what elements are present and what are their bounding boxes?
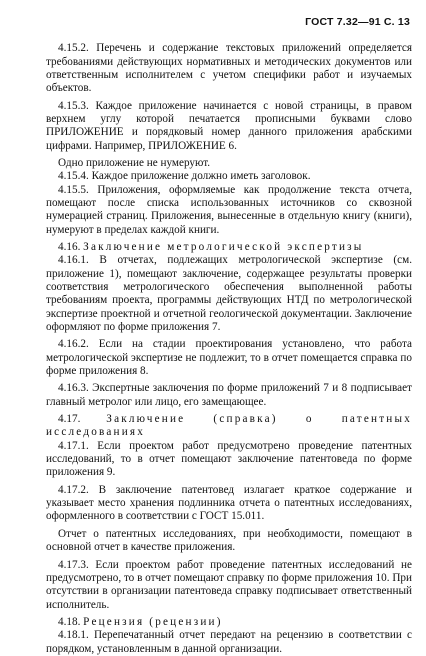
- paragraph-4-15-5: 4.15.5. Приложения, оформляемые как продолжение текста отчета, помещают после списка использованных источников со сквозной нумерацией страниц. Приложения, вынесенные в отдельную книгу (книги), нумеруют в пределах каждой книги.: [46, 183, 412, 236]
- paragraph-4-18-1: 4.18.1. Перепечатанный отчет передают на рецензию в соответствии с порядком, установленным в данной организации.: [46, 629, 412, 655]
- section-number: 4.16.: [58, 241, 81, 254]
- section-heading-4-16: [46, 241, 412, 254]
- paragraph-patent-report: Отчет о патентных исследованиях, при необходимости, помещают в основной отчет в качестве приложения.: [46, 527, 412, 554]
- section-title: Заключение (справка) о патентных исследованиях: [46, 413, 413, 439]
- paragraph-4-17-2: 4.17.2. В заключение патентовед излагает краткое содержание и указывает место хранения подлинника отчета о патентных исследованиях, оформленного в соответствии с ГОСТ 15.011.: [46, 483, 412, 523]
- paragraph-4-16-2: 4.16.2. Если на стадии проектирования установлено, что работа метрологической экспертизе не подлежит, то в отчет помещается справка по форме приложения 8.: [46, 338, 412, 377]
- paragraph-4-17-3: 4.17.3. Если проектом работ проведение патентных исследований не предусмотрено, то в отчет помещают справку по форме приложения 10. При отсутствии в организации патентоведа справку подписывает ответственный исполнитель.: [46, 558, 412, 611]
- paragraph-4-16-1: 4.16.1. В отчетах, подлежащих метрологической экспертизе (см. приложение 1), помещают заключение, содержащее результаты проверки соответствия метрологического обеспечения выполненной работы требованиям проекта, программы действующих НТД по метрологической экспертизе проектной и отчетной геологической документации. Заключение оформляют по форме приложения 7.: [46, 254, 412, 333]
- section-heading-4-17: [46, 413, 412, 440]
- paragraph-4-16-3: 4.16.3. Экспертные заключения по форме приложений 7 и 8 подписывает главный метролог или лицо, его замещающее.: [46, 382, 412, 408]
- section-number: 4.17.: [58, 413, 81, 426]
- paragraph-4-15-2: 4.15.2. Перечень и содержание текстовых приложений определяется требованиями действующих нормативных и методических документов или ответственным исполнителем с учетом специфики работ и изучаемых объектов.: [46, 42, 412, 95]
- paragraph-single-appendix: Одно приложение не нумеруют.: [58, 157, 211, 170]
- paragraph-4-17-1: 4.17.1. Если проектом работ предусмотрено проведение патентных исследований, то в отчет помещают заключение патентоведа по форме приложения 9.: [46, 439, 412, 479]
- section-heading-4-18: [46, 616, 412, 629]
- page-header: ГОСТ 7.32—91 С. 13: [305, 16, 410, 28]
- section-title: Рецензия (рецензии): [83, 616, 223, 629]
- paragraph-4-15-3: 4.15.3. Каждое приложение начинается с новой страницы, в правом верхнем углу которой печатается прописными буквами слово ПРИЛОЖЕНИЕ и порядковый номер данного приложения арабскими цифрами. Например, ПРИЛОЖЕНИЕ 6.: [46, 99, 412, 152]
- section-number: 4.18.: [58, 616, 81, 629]
- paragraph-4-15-4: 4.15.4. Каждое приложение должно иметь заголовок.: [58, 170, 311, 183]
- section-title: Заключение метрологической экспертизы: [83, 241, 364, 254]
